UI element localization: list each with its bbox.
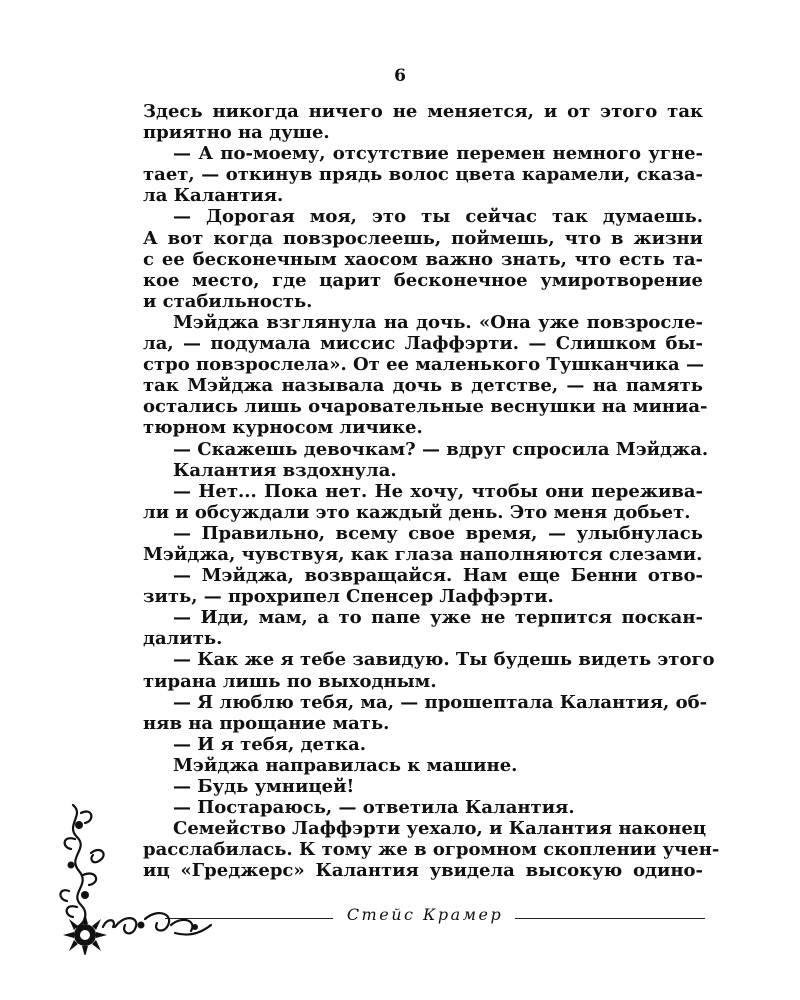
text-line: приятно на душе. bbox=[143, 122, 330, 144]
text-line: — И я тебя, детка. bbox=[173, 733, 367, 755]
text-line: тает, — откинув прядь волос цвета карамели, сказа- bbox=[143, 164, 703, 186]
text-line: — Дорогая моя, это ты сейчас так думаешь. bbox=[173, 206, 703, 228]
text-line: Мэйджа взглянула на дочь. «Она уже повзросле- bbox=[173, 311, 703, 333]
page-footer bbox=[0, 905, 800, 929]
text-line: Мэйджа, чувствуя, как глаза наполняются слезами. bbox=[143, 543, 703, 565]
text-line: остались лишь очаровательные веснушки на миниа- bbox=[143, 396, 708, 418]
text-line: Семейство Лаффэрти уехало, и Калантия наконец bbox=[173, 818, 707, 840]
text-line: расслабилась. К тому же в огромном скоплении учен- bbox=[143, 839, 720, 861]
text-line: — Я люблю тебя, ма, — прошептала Калантия, об- bbox=[173, 691, 708, 713]
text-line: — Скажешь девочкам? — вдруг спросила Мэйджа. bbox=[173, 438, 709, 460]
text-line: и стабильность. bbox=[143, 290, 313, 312]
text-line: — Будь умницей! bbox=[173, 776, 355, 797]
floral-corner-ornament-icon bbox=[55, 795, 225, 955]
text-line: — Нет... Пока нет. Не хочу, чтобы они пережива- bbox=[173, 480, 703, 502]
text-line: Калантия вздохнула. bbox=[173, 459, 397, 481]
text-line: — Как же я тебе завидую. Ты будешь видеть этого bbox=[173, 649, 715, 671]
text-line: ли и обсуждали это каждый день. Это меня добьет. bbox=[143, 501, 691, 523]
text-line: Мэйджа направилась к машине. bbox=[173, 754, 518, 776]
page-number: 6 bbox=[394, 66, 406, 86]
text-line: А вот когда повзрослеешь, поймешь, что в жизни bbox=[143, 227, 703, 249]
text-line: ла, — подумала миссис Лаффэрти. — Слишком бы- bbox=[143, 333, 703, 355]
body-text bbox=[143, 101, 720, 882]
text-line: кое место, где царит бесконечное умиротворение bbox=[143, 269, 703, 291]
text-line: няв на прощание мать. bbox=[143, 712, 390, 734]
footer-rule-left bbox=[165, 918, 333, 919]
text-line: тюрном курносом личике. bbox=[143, 417, 423, 439]
text-line: зить, — прохрипел Спенсер Лаффэрти. bbox=[143, 586, 554, 608]
text-line: далить. bbox=[143, 628, 223, 650]
text-line: тирана лишь по выходным. bbox=[143, 670, 437, 692]
text-line: стро повзрослела». От ее маленького Тушканчика — bbox=[143, 354, 704, 376]
text-line: — Постараюсь, — ответила Калантия. bbox=[173, 797, 575, 819]
text-line: Здесь никогда ничего не меняется, и от этого так bbox=[143, 101, 703, 122]
text-line: так Мэйджа называла дочь в детстве, — на память bbox=[143, 375, 703, 397]
footer-rule-right bbox=[515, 918, 705, 919]
text-line: — Мэйджа, возвращайся. Нам еще Бенни отво- bbox=[173, 565, 703, 587]
text-line: — Правильно, всему свое время, — улыбнулась bbox=[173, 522, 703, 544]
text-line: — А по-моему, отсутствие перемен немного угне- bbox=[173, 143, 703, 165]
text-line: ла Калантия. bbox=[143, 185, 284, 207]
text-line: с ее бесконечным хаосом важно знать, что есть та- bbox=[143, 248, 703, 270]
footer-author: Стейс Крамер bbox=[346, 905, 504, 924]
text-line: иц «Греджерс» Калантия увидела высокую одино- bbox=[143, 860, 703, 882]
text-line: — Иди, мам, а то папе уже не терпится поскан- bbox=[173, 607, 703, 629]
